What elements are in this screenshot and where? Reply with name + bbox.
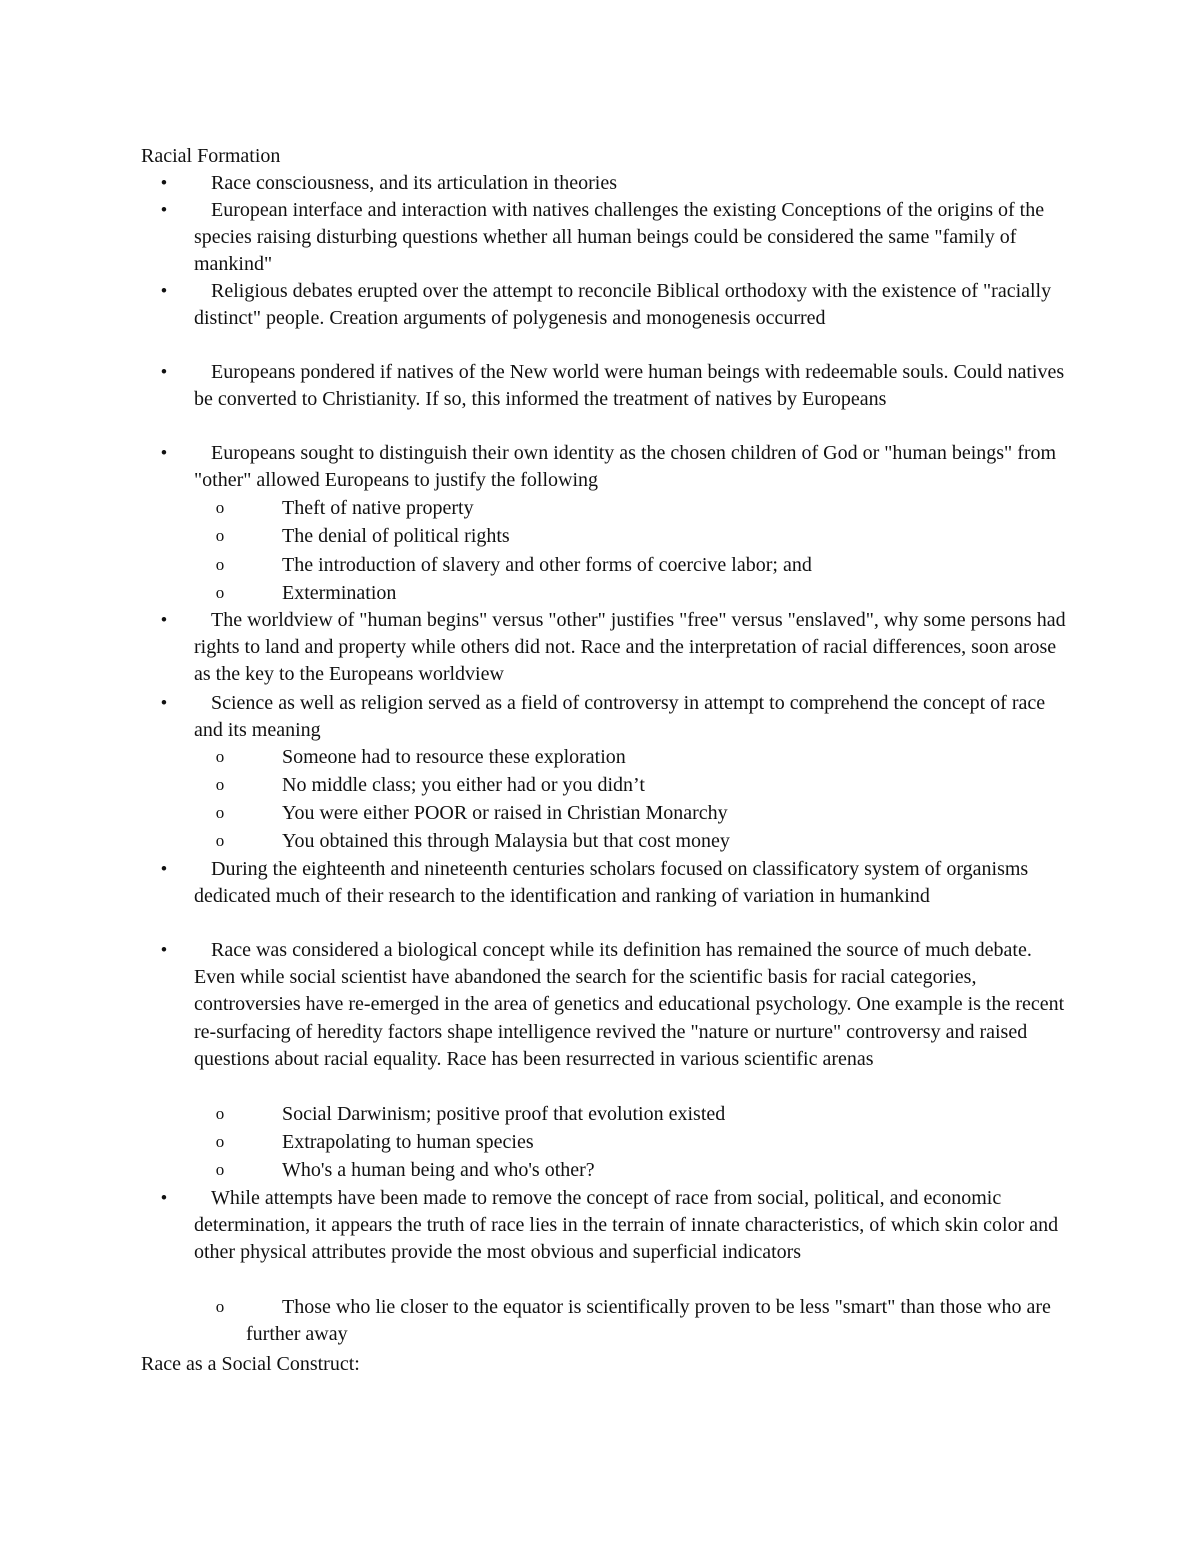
sub-list-item [0, 744, 1200, 771]
bullet-marker: • [160, 1188, 168, 1209]
list-item-text: European interface and interaction with natives challenges the existing Conceptions of the origins of the species raising disturbing questions whether all human beings could be considered the same "family of mankind" [194, 199, 1045, 276]
list-item [0, 1185, 1200, 1267]
list-item-text: Extrapolating to human species [282, 1131, 534, 1153]
sub-bullet-marker: o [215, 1297, 225, 1316]
sub-list-item [0, 1129, 1200, 1156]
bullet-marker: • [160, 940, 168, 961]
section-heading-racial-formation: Racial Formation [141, 145, 281, 167]
list-item [0, 937, 1200, 1073]
list-item-text: Race was considered a biological concept while its definition has remained the source of much debate. Even while social scientist have abandoned the search for the scientific basis for racial categories, controversies have re-emerged in the area of genetics and educational psychology. One example is the recent re-surfacing of heredity factors shape intelligence revived the "nature or nurture" controversy and raised questions about racial equality. Race has been resurrected in various scientific arenas [194, 939, 1065, 1070]
sub-list-item [0, 772, 1200, 799]
bullet-marker: • [160, 281, 168, 302]
list-item-text: Europeans pondered if natives of the New world were human beings with redeemable souls. Could natives be converted to Christianity. If so, this informed the treatment of natives by Europeans [194, 361, 1065, 411]
list-item-text: No middle class; you either had or you didn’t [282, 774, 645, 796]
sub-list-item [0, 552, 1200, 579]
list-item-text: During the eighteenth and nineteenth centuries scholars focused on classificatory system of organisms dedicated much of their research to the identification and ranking of variation in humankind [194, 858, 1029, 908]
list-item-text: Theft of native property [282, 497, 474, 519]
sub-list-item [0, 1157, 1200, 1184]
bullet-marker: • [160, 443, 168, 464]
list-item [0, 170, 1200, 197]
list-item-text: Who's a human being and who's other? [282, 1159, 595, 1181]
sub-list-item [0, 1101, 1200, 1128]
list-item [0, 359, 1200, 413]
sub-bullet-marker: o [215, 555, 225, 574]
sub-bullet-marker: o [215, 803, 225, 822]
sub-list-item [0, 1294, 1200, 1348]
list-item-text: Religious debates erupted over the attempt to reconcile Biblical orthodoxy with the existence of "racially distinct" people. Creation arguments of polygenesis and monogenesis occurred [194, 280, 1052, 330]
list-item-text: Those who lie closer to the equator is scientifically proven to be less "smart" than those who are further away [246, 1296, 1051, 1346]
sub-bullet-marker: o [215, 1132, 225, 1151]
sub-bullet-marker: o [215, 831, 225, 850]
sub-bullet-marker: o [215, 775, 225, 794]
sub-list-item [0, 495, 1200, 522]
bullet-marker: • [160, 693, 168, 714]
bullet-marker: • [160, 362, 168, 383]
sub-bullet-marker: o [215, 526, 225, 545]
list-item-text: You obtained this through Malaysia but that cost money [282, 830, 730, 852]
list-item-text: The introduction of slavery and other forms of coercive labor; and [282, 554, 812, 576]
list-item-text: Someone had to resource these exploration [282, 746, 626, 768]
sub-list-item [0, 580, 1200, 607]
list-item-text: Science as well as religion served as a field of controversy in attempt to comprehend the concept of race and its meaning [194, 692, 1046, 742]
bullet-marker: • [160, 859, 168, 880]
bullet-marker: • [160, 200, 168, 221]
list-item [0, 440, 1200, 494]
section-heading-race-social-construct: Race as a Social Construct: [141, 1353, 360, 1375]
list-item-text: While attempts have been made to remove the concept of race from social, political, and economic determination, it appears the truth of race lies in the terrain of innate characteristics, of which skin color and other physical attributes provide the most obvious and superficial indicators [194, 1187, 1059, 1264]
sub-bullet-marker: o [215, 747, 225, 766]
list-item [0, 856, 1200, 910]
bullet-marker: • [160, 610, 168, 631]
sub-bullet-marker: o [215, 1160, 225, 1179]
list-item-text: The denial of political rights [282, 525, 510, 547]
list-item-text: Europeans sought to distinguish their own identity as the chosen children of God or "human beings" from "other" allowed Europeans to justify the following [194, 442, 1057, 492]
bullet-marker: • [160, 173, 168, 194]
sub-bullet-marker: o [215, 1104, 225, 1123]
list-item-text: Social Darwinism; positive proof that evolution existed [282, 1103, 726, 1125]
list-item-text: You were either POOR or raised in Christian Monarchy [282, 802, 728, 824]
list-item-text: Race consciousness, and its articulation in theories [211, 172, 618, 194]
list-item [0, 690, 1200, 744]
sub-bullet-marker: o [215, 583, 225, 602]
list-item-text: Extermination [282, 582, 397, 604]
sub-list-item [0, 828, 1200, 855]
list-item [0, 278, 1200, 332]
sub-list-item [0, 523, 1200, 550]
sub-bullet-marker: o [215, 498, 225, 517]
list-item [0, 607, 1200, 689]
list-item [0, 197, 1200, 279]
sub-list-item [0, 800, 1200, 827]
list-item-text: The worldview of "human begins" versus "other" justifies "free" versus "enslaved", why some persons had rights to land and property while others did not. Race and the interpretation of racial differences, soon arose as the key to the Europeans worldview [194, 609, 1066, 686]
